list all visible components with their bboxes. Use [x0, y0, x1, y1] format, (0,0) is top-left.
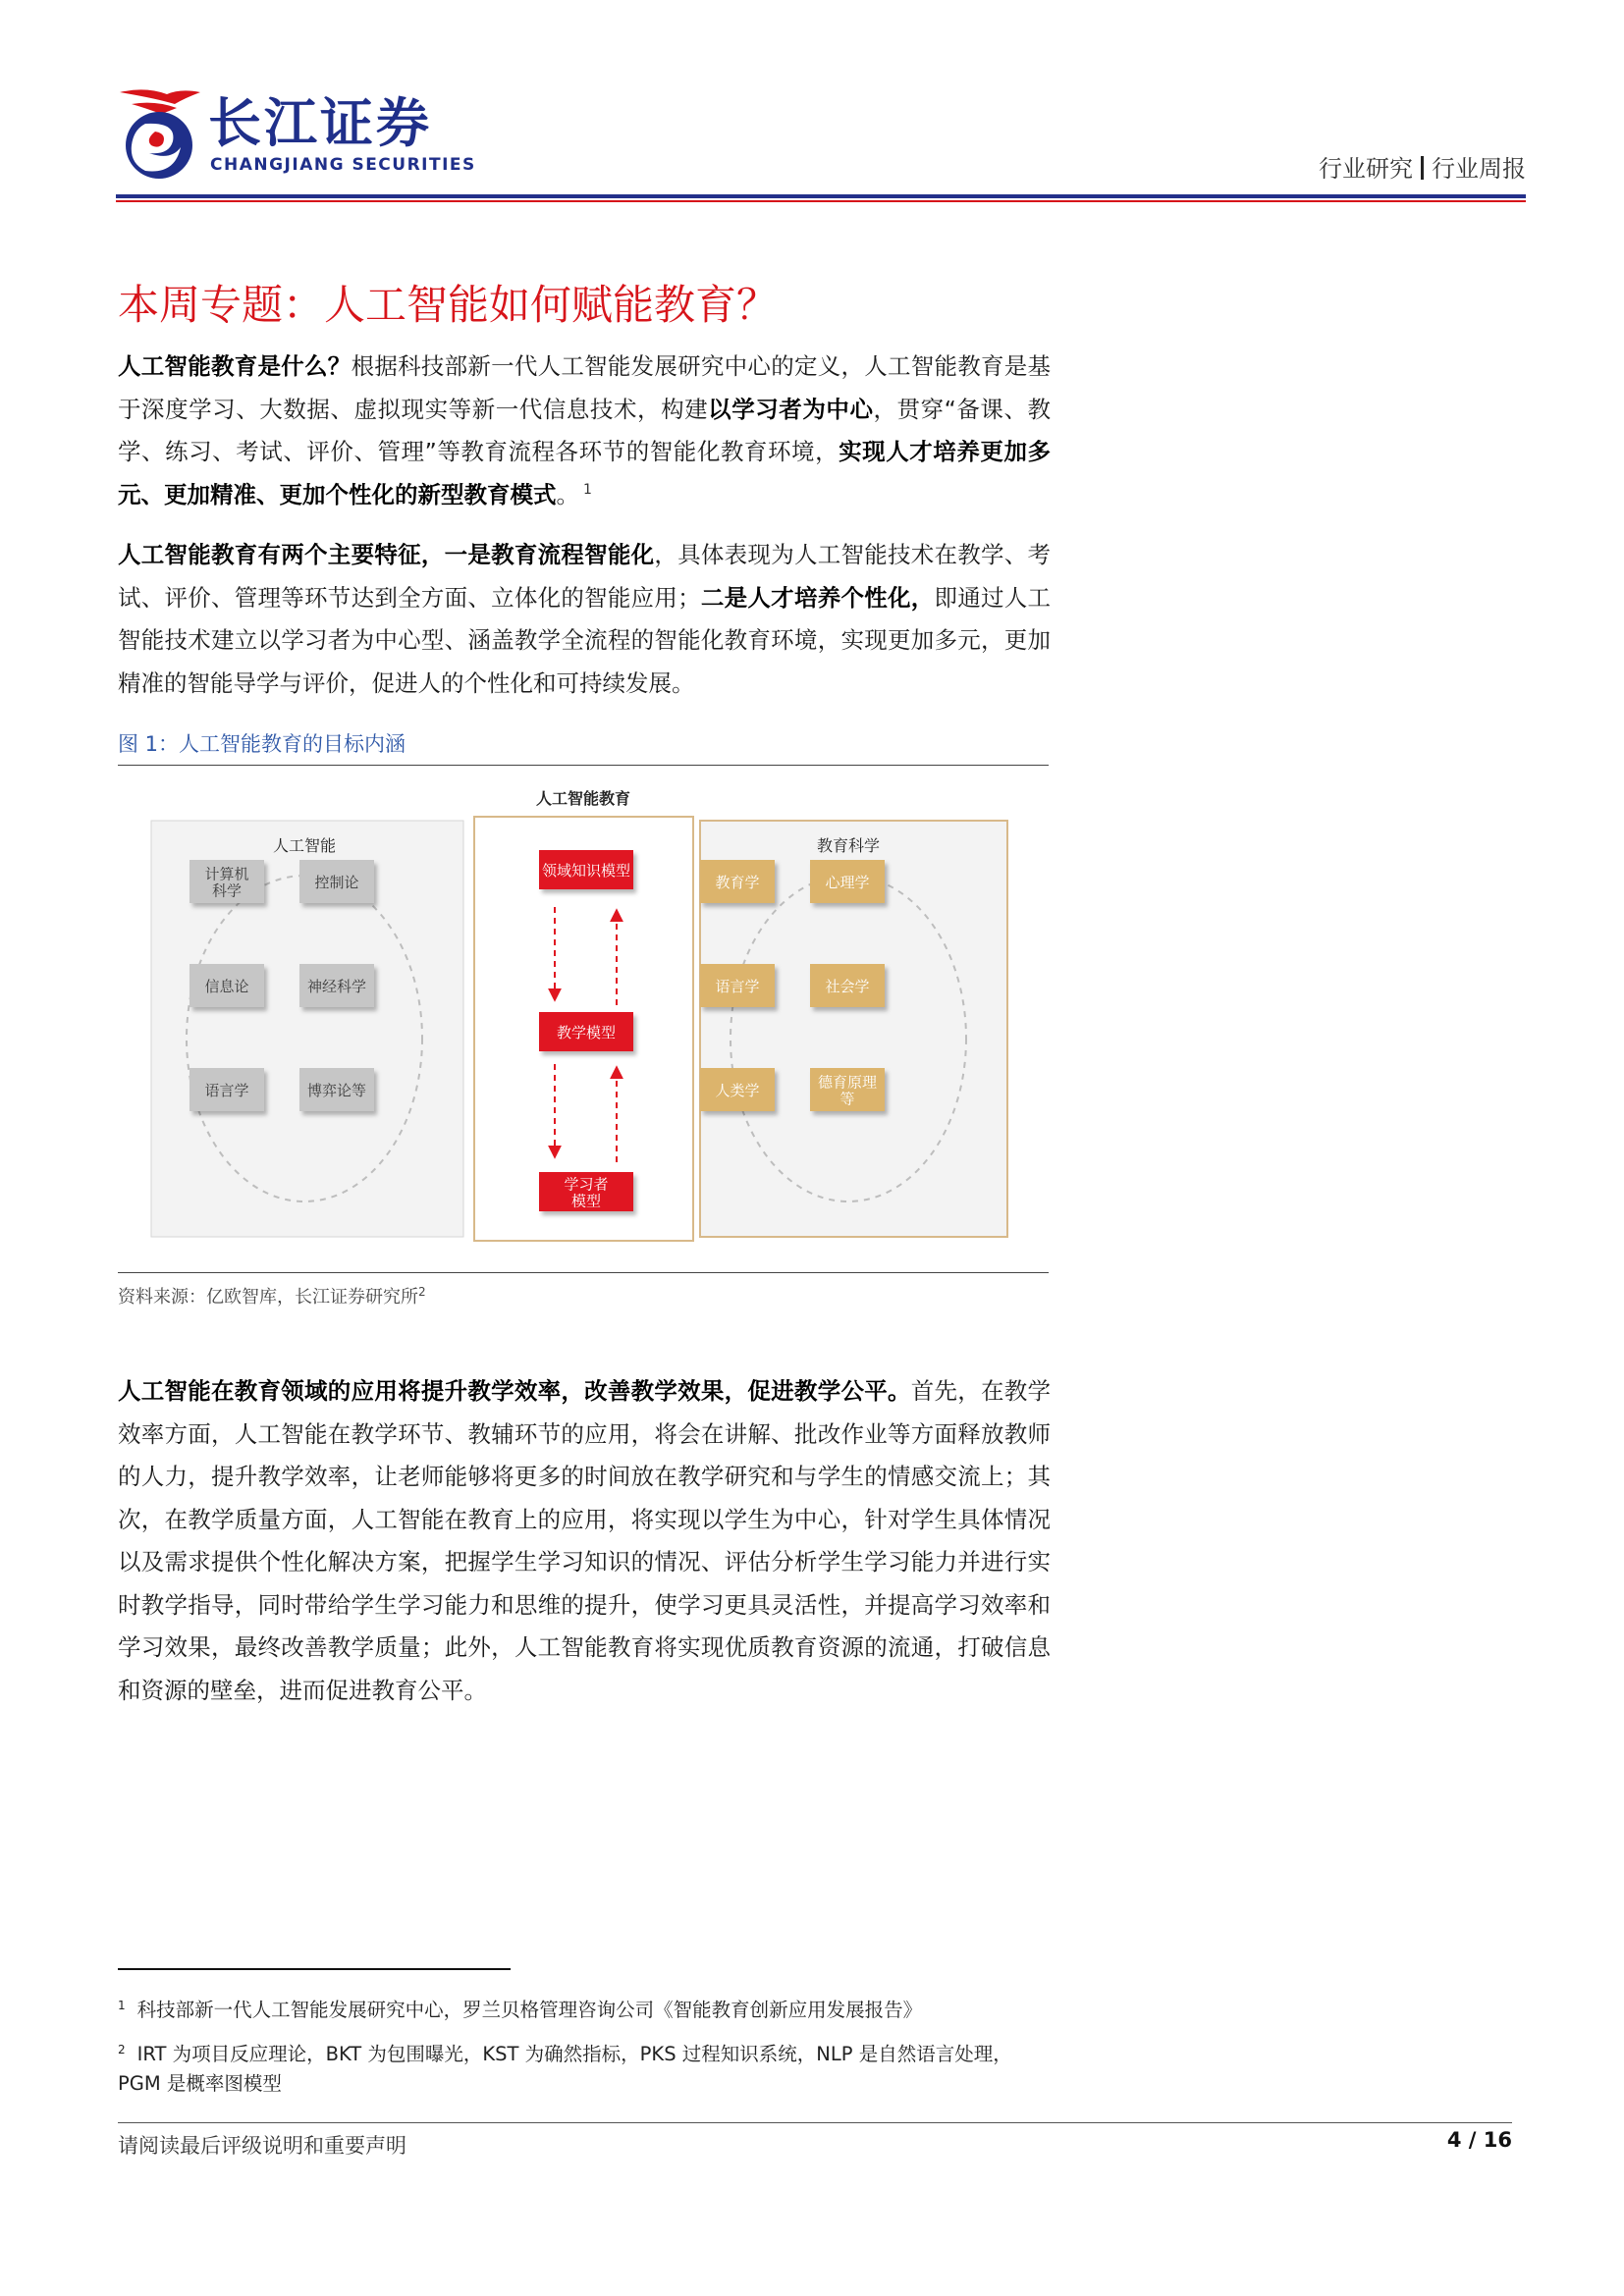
para1-bold-2: 以学习者为中心 [708, 395, 874, 423]
footnote-1 [118, 1996, 1051, 2025]
footnote-1-text: 科技部新一代人工智能发展研究中心，罗兰贝格管理咨询公司《智能教育创新应用发展报告》 [136, 1999, 923, 2021]
figure-rule-top [118, 765, 1049, 766]
para1-bold-1: 人工智能教育是什么？ [118, 352, 352, 380]
ai-education-diagram [147, 781, 1011, 1253]
paragraph-features [118, 534, 1051, 705]
header-divider [1421, 156, 1424, 180]
paragraph-applications [118, 1370, 1051, 1712]
right-box-3-label: 语言学 [715, 978, 760, 995]
center-box-teaching-model-label: 教学模型 [556, 1024, 617, 1041]
para2-bold-1: 人工智能教育有两个主要特征，一是教育流程智能化 [118, 541, 655, 568]
logo-text-en: CHANGJIANG SECURITIES [210, 155, 476, 175]
page-title: 本周专题：人工智能如何赋能教育？ [118, 281, 779, 329]
figure-rule-bottom [118, 1272, 1049, 1273]
left-box-4-label: 神经科学 [306, 978, 367, 995]
left-box-2-label: 控制论 [314, 874, 359, 891]
footnote-1-number: 1 [118, 1998, 126, 2012]
figure-source-text: 资料来源：亿欧智库，长江证券研究所 [118, 1287, 418, 1308]
report-subsection: 行业周报 [1432, 155, 1526, 183]
footnote-ref-1[interactable]: 1 [583, 481, 592, 498]
right-box-5-label: 人类学 [715, 1082, 760, 1099]
left-box-1-label: 科学 [211, 881, 243, 900]
footer-rule [118, 2122, 1512, 2123]
left-box-3-label: 信息论 [204, 978, 249, 995]
header-rule-blue [116, 194, 1526, 198]
para2-text-1: ，具体表现为人工智能技术在教学、考试、评价、管理等环节达到全方面、立体化的智能应用； [118, 541, 1052, 612]
logo-text-cn: 长江证券 [208, 92, 432, 154]
right-box-4-label: 社会学 [825, 978, 870, 995]
header-rule-red [116, 200, 1526, 202]
right-box-6-label: 等 [839, 1090, 855, 1108]
figure-source [118, 1283, 426, 1308]
right-box-6-label: 德育原理 [817, 1073, 878, 1092]
footnote-2 [118, 2040, 1051, 2099]
report-category [1319, 149, 1526, 184]
center-box-learner-model-label: 学习者 [564, 1175, 609, 1194]
para3-text-1: 首先，在教学效率方面，人工智能在教学环节、教辅环节的应用，将会在讲解、批改作业等方面释放教师的人力，提升教学效率，让老师能够将更多的时间放在教学研究和与学生的情感交流上；其次，在教学质量方面，人工智能在教育上的应用，将实现以学生为中心，针对学生具体情况以及需求提供个性化解决方案，把握学生学习知识的情况、评估分析学生学习能力并进行实时教学指导，同时带给学生学习能力和思维的提升，使学习更具灵活性，并提高学习效率和学习效果，最终改善教学质量；此外，人工智能教育将实现优质教育资源的流通，打破信息和资源的壁垒，进而促进教育公平。 [118, 1377, 1052, 1704]
changjiang-logo-icon [116, 84, 204, 183]
paragraph-definition [118, 346, 1051, 516]
para3-bold-1: 人工智能在教育领域的应用将提升教学效率，改善教学效果，促进教学公平。 [118, 1377, 911, 1405]
para1-text-3: 。 [556, 480, 579, 508]
page-number: 4 / 16 [1446, 2128, 1512, 2152]
para1-text-2: ，贯穿“备课、教学、练习、考试、评价、管理”等教育流程各环节的智能化教育环境， [118, 395, 1052, 465]
footnote-2-number: 2 [118, 2042, 126, 2056]
report-section: 行业研究 [1319, 155, 1413, 183]
left-box-6-label: 博弈论等 [306, 1082, 367, 1099]
right-box-1-label: 教育学 [715, 874, 760, 891]
left-box-5-label: 语言学 [204, 1082, 249, 1099]
para2-text-2: 即通过人工智能技术建立以学习者为中心型、涵盖教学全流程的智能化教育环境，实现更加多元，更加精准的智能导学与评价，促进人的个性化和可持续发展。 [118, 583, 1052, 697]
footnote-2-text: IRT 为项目反应理论，BKT 为包围曝光，KST 为确然指标，PKS 过程知识系统，NLP 是自然语言处理，PGM 是概率图模型 [118, 2043, 1012, 2095]
para1-bold-3: 实现人才培养更加多元、更加精准、更加个性化的新型教育模式 [118, 438, 1051, 508]
para2-bold-2: 二是人才培养个性化， [700, 583, 935, 612]
footnote-rule [118, 1968, 511, 1970]
footer-disclaimer[interactable]: 请阅读最后评级说明和重要声明 [118, 2134, 406, 2158]
left-box-1-label: 计算机 [204, 865, 249, 883]
right-panel-title: 教育科学 [816, 836, 881, 855]
center-box-domain-model-label: 领域知识模型 [541, 862, 631, 880]
left-panel-title: 人工智能 [272, 836, 337, 855]
diagram-top-label: 人工智能教育 [535, 789, 631, 808]
center-box-learner-model-label: 模型 [570, 1192, 602, 1210]
figure-caption: 图 1：人工智能教育的目标内涵 [118, 732, 406, 756]
footnote-ref-2[interactable]: 2 [418, 1285, 426, 1299]
right-box-2-label: 心理学 [825, 874, 870, 891]
para1-text-1: 根据科技部新一代人工智能发展研究中心的定义，人工智能教育是基于深度学习、大数据、虚拟现实等新一代信息技术，构建 [118, 352, 1052, 423]
